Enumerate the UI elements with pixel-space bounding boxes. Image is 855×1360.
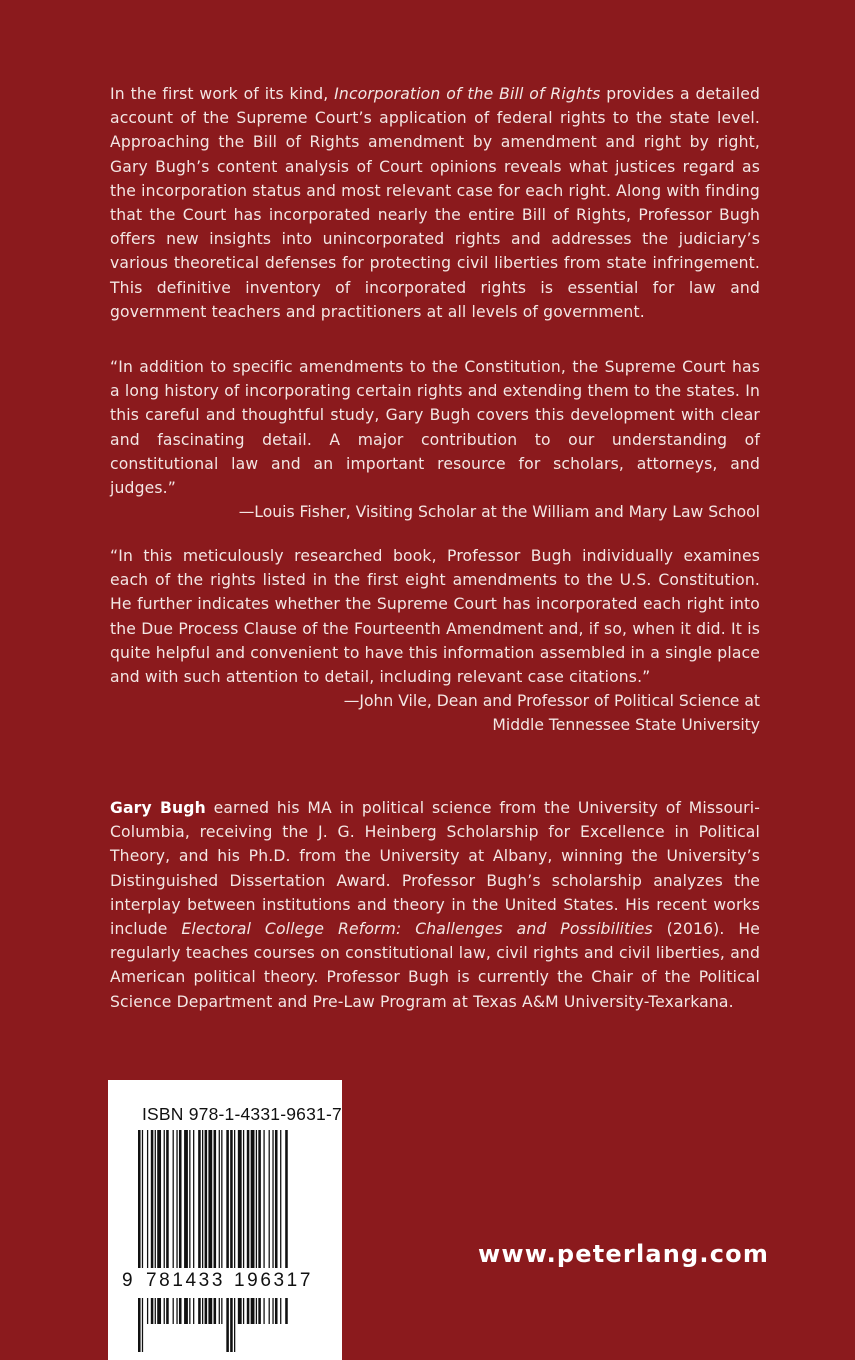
book-description — [110, 82, 760, 324]
author-book-title: Electoral College Reform: Challenges and Possibilities — [181, 920, 653, 939]
description-lead: In the first work of its kind, — [110, 85, 335, 103]
author-bio-paragraph — [110, 796, 760, 1014]
author-bio — [110, 796, 760, 1014]
description-paragraph — [110, 82, 760, 324]
barcode-bar — [230, 1130, 233, 1352]
book-title: Incorporation of the Bill of Rights — [334, 85, 601, 103]
author-name: Gary Bugh — [110, 799, 206, 817]
publisher-website[interactable]: www.peterlang.com — [478, 1240, 770, 1268]
endorsement-attribution: —John Vile, Dean and Professor of Political Science at — [343, 692, 760, 711]
endorsement-text: “In this meticulously researched book, Professor Bugh individually examines each of the rights listed in the first eight amendments to the U.S. Constitution. He further indicates whether the Supreme Court has incorporated each right into the Due Process Clause of the Fourteenth Amendment and, if so, when it did. It is quite helpful and convenient to have this information assembled in a single place and with such attention to detail, including relevant case citations.” — [110, 547, 760, 687]
barcode-icon — [138, 1130, 324, 1352]
barcode-digits-right: 196317 — [234, 1270, 314, 1291]
barcode-panel — [108, 1080, 342, 1360]
endorsement-vile — [110, 544, 760, 738]
barcode-digit-first: 9 — [122, 1270, 136, 1291]
barcode-digits — [122, 1268, 328, 1298]
endorsement-fisher — [110, 355, 760, 524]
endorsement-text: “In addition to specific amendments to the Constitution, the Supreme Court has a long history of incorporating certain rights and extending them to the states. In this careful and thoughtful study, Gary Bugh covers this development with clear and fascinating detail. A major contribution to our understanding of constitutional law and an important resource for scholars, attorneys, and judges.” — [110, 358, 760, 498]
isbn-label: ISBN 978-1-4331-9631-7 — [142, 1104, 342, 1124]
author-bio-part1: earned his MA in political science from the University of Missouri-Columbia, receiving the J. G. Heinberg Scholarship for Excellence in Political Theory, and his Ph.D. from the University at Albany, winning the University’s Distinguished Dissertation Award. Professor Bugh’s scholarship analyzes the interplay between institutions and theory in the United States. His recent works include — [110, 799, 760, 939]
barcode-bar — [226, 1130, 229, 1352]
author-bio-part2: (2016). He regularly teaches courses on constitutional law, civil rights and civil liberties, and American political theory. Professor Bugh is currently the Chair of the Political Science Department and Pre-Law Program at Texas A&M University-Texarkana. — [110, 920, 760, 1011]
description-body: provides a detailed account of the Supreme Court’s application of federal rights to the state level. Approaching the Bill of Rights amendment by amendment and right by right, Gary Bugh’s content analysis of Court opinions reveals what justices regard as the incorporation status and most relevant case for each right. Along with finding that the Court has incorporated nearly the entire Bill of Rights, Professor Bugh offers new insights into unincorporated rights and addresses the judiciary’s various theoretical defenses for protecting civil liberties from state infringement. This definitive inventory of incorporated rights is essential for law and government teachers and practitioners at all levels of government. — [110, 85, 760, 321]
barcode-bar — [142, 1130, 143, 1352]
endorsement-attribution: —Louis Fisher, Visiting Scholar at the William and Mary Law School — [238, 503, 760, 522]
barcode-digits-left: 781433 — [146, 1270, 226, 1291]
barcode-bar — [234, 1130, 235, 1352]
barcode-bar — [138, 1130, 141, 1352]
endorsement-attribution-affiliation: Middle Tennessee State University — [492, 716, 760, 735]
